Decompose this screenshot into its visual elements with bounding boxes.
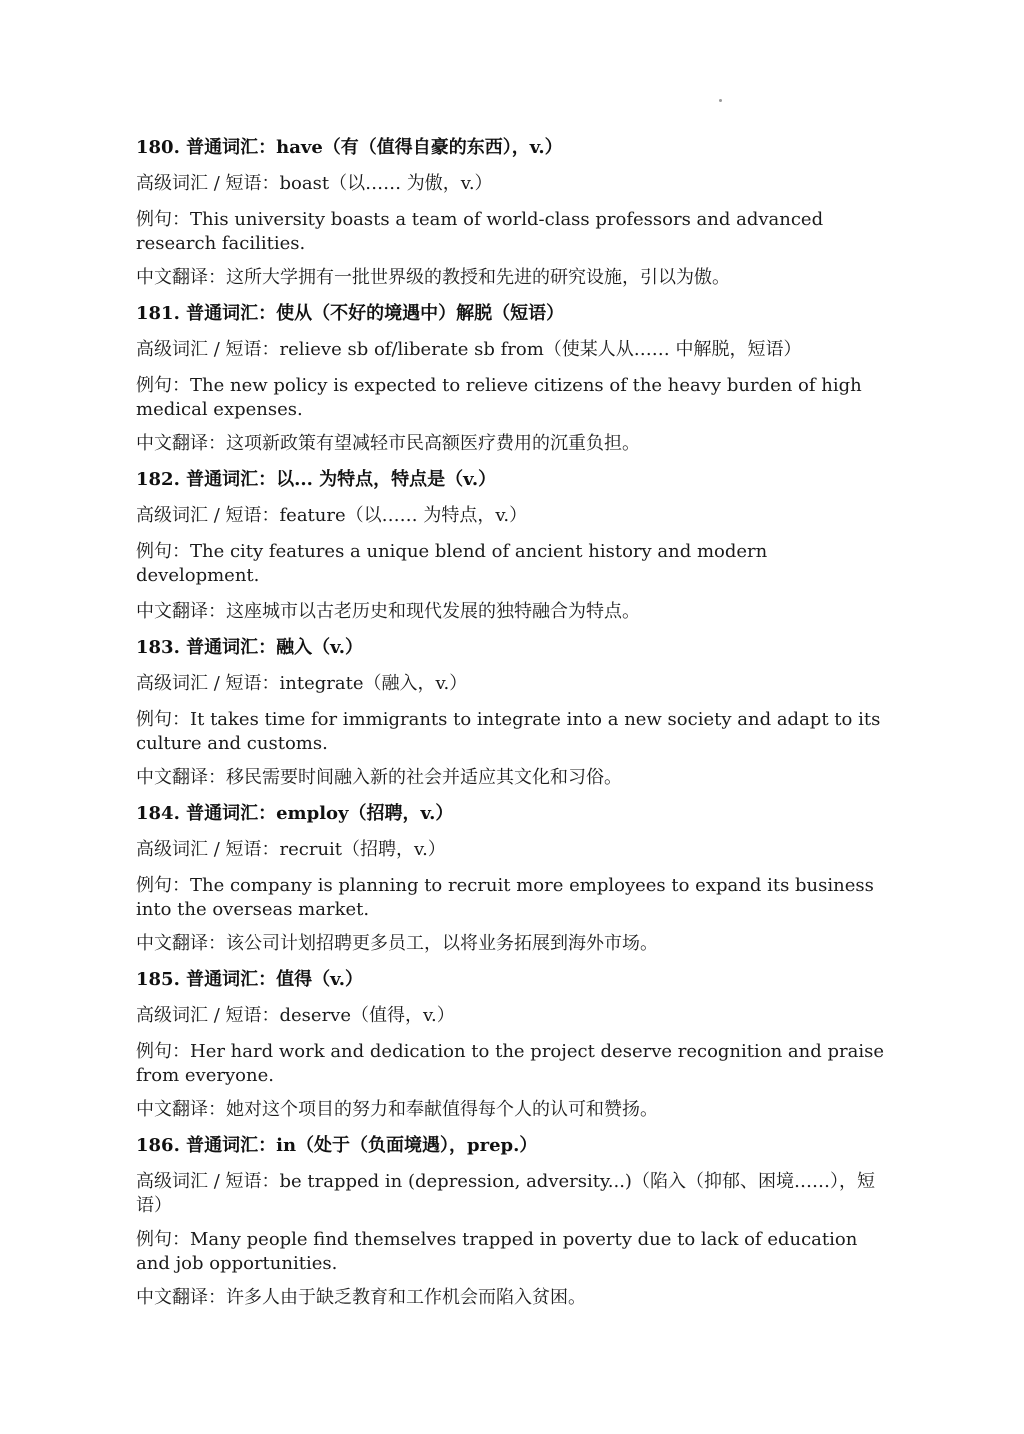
vocab-entry-183 — [136, 636, 896, 790]
vocab-entry-182 — [136, 468, 896, 624]
advanced-term: 高级词汇 / 短语：deserve（值得，v.） — [136, 1005, 455, 1026]
page-mark-dot — [719, 99, 722, 102]
example-sentence: 例句：The new policy is expected to relieve citizens of the heavy burden of high medical expenses. — [136, 375, 862, 420]
entry-heading: 180. 普通词汇：have（有（值得自豪的东西），v.） — [136, 137, 563, 158]
advanced-term: 高级词汇 / 短语：relieve sb of/liberate sb from（使某人从…… 中解脱，短语） — [136, 339, 802, 360]
example-sentence: 例句：Many people find themselves trapped in poverty due to lack of education and job opportunities. — [136, 1229, 858, 1274]
entry-heading: 185. 普通词汇：值得（v.） — [136, 969, 364, 990]
advanced-term: 高级词汇 / 短语：recruit（招聘，v.） — [136, 839, 446, 860]
advanced-term: 高级词汇 / 短语：boast（以…… 为傲，v.） — [136, 173, 493, 194]
chinese-translation: 中文翻译：许多人由于缺乏教育和工作机会而陷入贫困。 — [136, 1287, 586, 1308]
entry-heading: 184. 普通词汇：employ（招聘，v.） — [136, 803, 454, 824]
entry-heading: 181. 普通词汇：使从（不好的境遇中）解脱（短语） — [136, 303, 565, 324]
advanced-term: 高级词汇 / 短语：feature（以…… 为特点，v.） — [136, 505, 528, 526]
example-sentence: 例句：It takes time for immigrants to integrate into a new society and adapt to its culture and customs. — [136, 709, 881, 754]
vocab-entry-185 — [136, 968, 896, 1122]
example-sentence: 例句：Her hard work and dedication to the project deserve recognition and praise from everyone. — [136, 1041, 885, 1086]
chinese-translation: 中文翻译：这项新政策有望减轻市民高额医疗费用的沉重负担。 — [136, 433, 640, 454]
entry-heading: 182. 普通词汇：以... 为特点，特点是（v.） — [136, 469, 497, 490]
chinese-translation: 中文翻译：这所大学拥有一批世界级的教授和先进的研究设施，引以为傲。 — [136, 267, 730, 288]
chinese-translation: 中文翻译：她对这个项目的努力和奉献值得每个人的认可和赞扬。 — [136, 1099, 658, 1120]
chinese-translation: 中文翻译：移民需要时间融入新的社会并适应其文化和习俗。 — [136, 767, 622, 788]
vocab-entry-180 — [136, 136, 896, 290]
entry-heading: 186. 普通词汇：in（处于（负面境遇），prep.） — [136, 1135, 538, 1156]
advanced-term: 高级词汇 / 短语：integrate（融入，v.） — [136, 673, 468, 694]
example-sentence: 例句：This university boasts a team of world-class professors and advanced research facilities. — [136, 209, 824, 254]
vocabulary-list — [136, 136, 896, 1322]
vocab-entry-184 — [136, 802, 896, 956]
advanced-term: 高级词汇 / 短语：be trapped in (depression, adversity...)（陷入（抑郁、困境……），短语） — [136, 1171, 875, 1216]
vocab-entry-186 — [136, 1134, 896, 1310]
example-sentence: 例句：The city features a unique blend of ancient history and modern development. — [136, 541, 768, 586]
chinese-translation: 中文翻译：这座城市以古老历史和现代发展的独特融合为特点。 — [136, 601, 640, 622]
vocab-entry-181 — [136, 302, 896, 456]
example-sentence: 例句：The company is planning to recruit more employees to expand its business into the overseas market. — [136, 875, 874, 920]
entry-heading: 183. 普通词汇：融入（v.） — [136, 637, 364, 658]
chinese-translation: 中文翻译：该公司计划招聘更多员工，以将业务拓展到海外市场。 — [136, 933, 658, 954]
